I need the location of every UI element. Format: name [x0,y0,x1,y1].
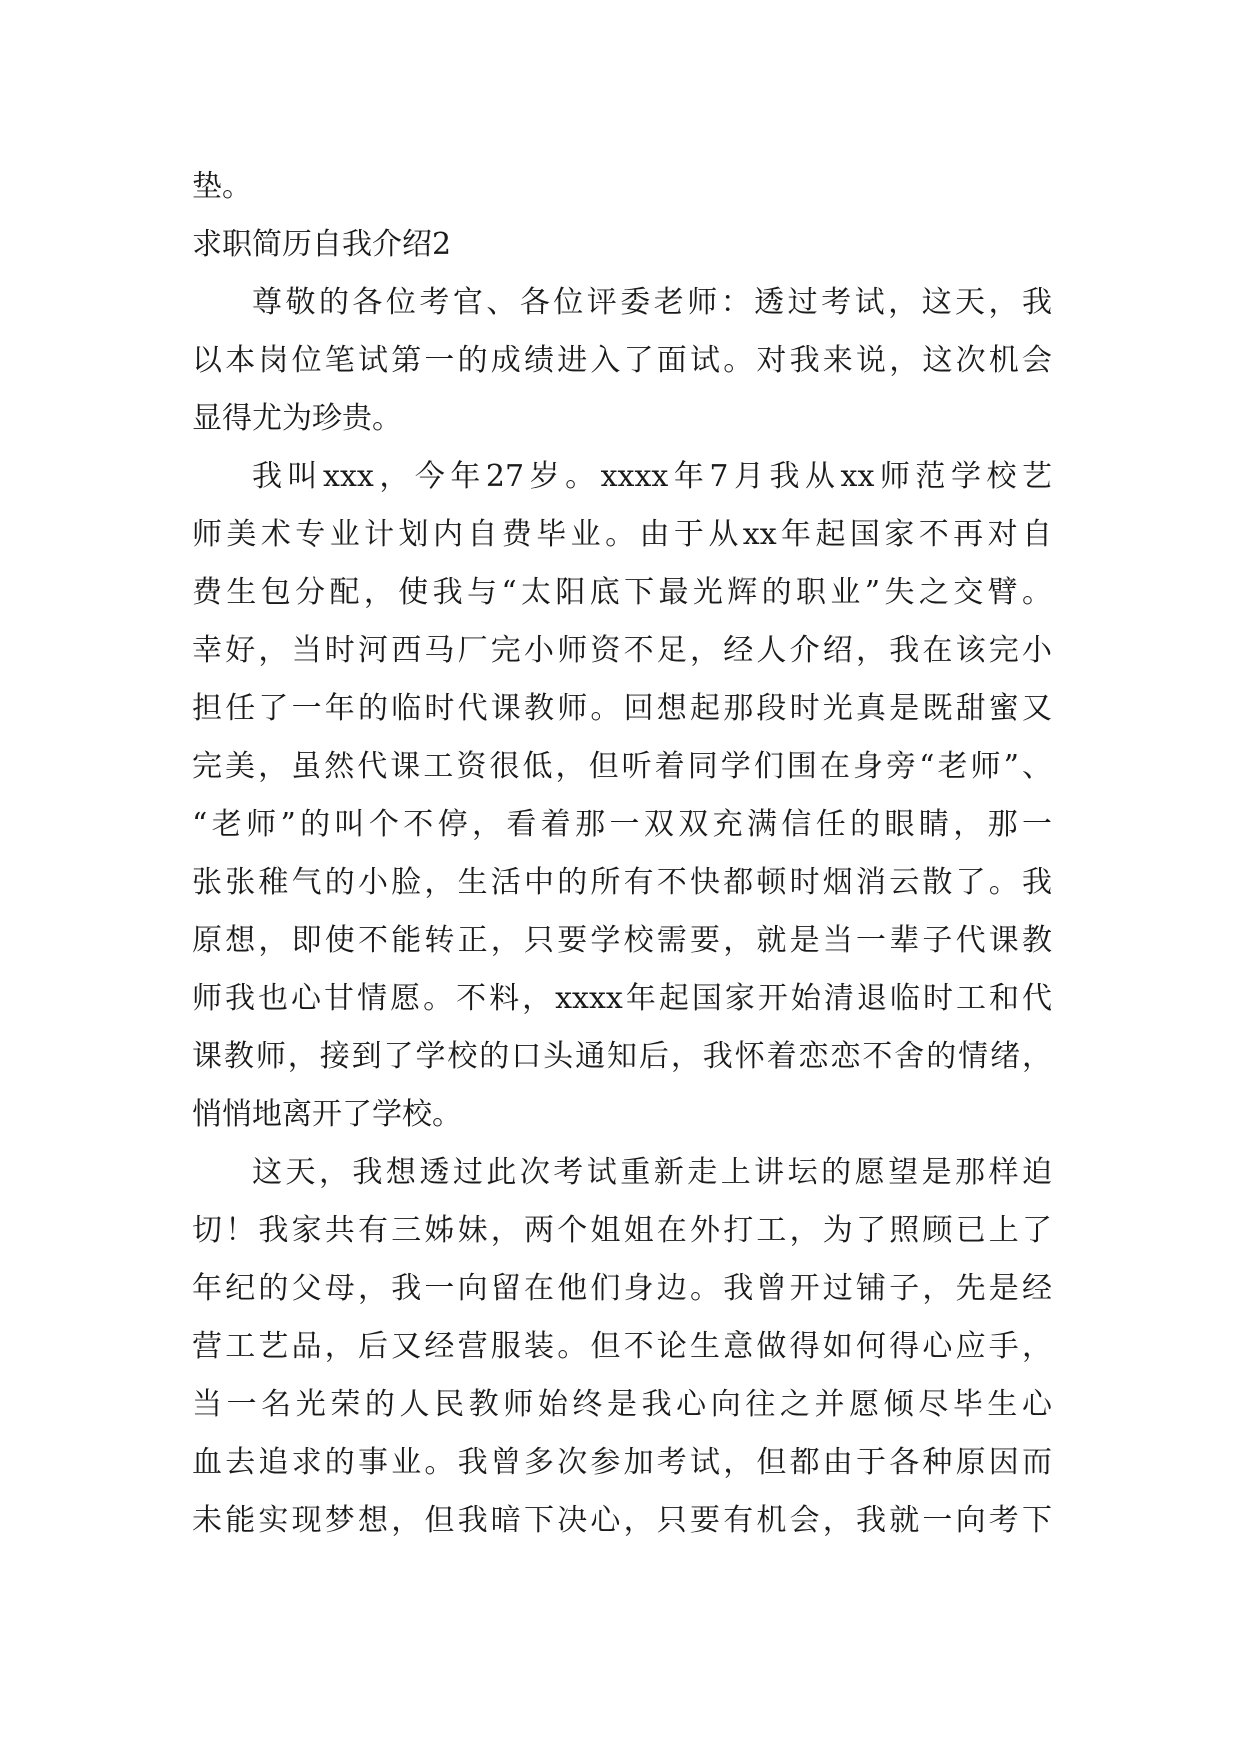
text-line: 完美，虽然代课工资很低，但听着同学们围在身旁“老师”、 [192,749,1052,784]
text-line: 这天，我想透过此次考试重新走上讲坛的愿望是那样迫 [252,1155,1052,1190]
text-line: 尊敬的各位考官、各位评委老师：透过考试，这天，我 [252,285,1052,320]
text-line: “老师”的叫个不停，看着那一双双充满信任的眼睛，那一 [192,807,1052,842]
text-line: 张张稚气的小脸，生活中的所有不快都顿时烟消云散了。我 [192,865,1052,900]
text-line: 悄悄地离开了学校。 [192,1097,462,1132]
text-line: 师我也心甘情愿。不料，xxxx年起国家开始清退临时工和代 [192,981,1052,1016]
document-body [192,158,1052,1550]
text-line: 以本岗位笔试第一的成绩进入了面试。对我来说，这次机会 [192,343,1052,378]
text-line: 我叫xxx，今年27岁。xxxx年7月我从xx师范学校艺 [252,459,1052,494]
text-line: 营工艺品，后又经营服装。但不论生意做得如何得心应手， [192,1329,1052,1364]
text-line: 血去追求的事业。我曾多次参加考试，但都由于各种原因而 [192,1445,1052,1480]
text-line: 未能实现梦想，但我暗下决心，只要有机会，我就一向考下 [192,1503,1052,1538]
text-line: 切！我家共有三姊妹，两个姐姐在外打工，为了照顾已上了 [192,1213,1052,1248]
text-line: 担任了一年的临时代课教师。回想起那段时光真是既甜蜜又 [192,691,1052,726]
section-heading: 求职简历自我介绍2 [192,227,452,262]
text-line: 课教师，接到了学校的口头通知后，我怀着恋恋不舍的情绪， [192,1039,1052,1074]
text-line: 师美术专业计划内自费毕业。由于从xx年起国家不再对自 [192,517,1052,552]
text-line: 垫。 [192,169,252,204]
text-line: 费生包分配，使我与“太阳底下最光辉的职业”失之交臂。 [192,575,1052,610]
text-line: 年纪的父母，我一向留在他们身边。我曾开过铺子，先是经 [192,1271,1052,1306]
text-line: 原想，即使不能转正，只要学校需要，就是当一辈子代课教 [192,923,1052,958]
text-line: 显得尤为珍贵。 [192,401,402,436]
text-line: 幸好，当时河西马厂完小师资不足，经人介绍，我在该完小 [192,633,1052,668]
text-line: 当一名光荣的人民教师始终是我心向往之并愿倾尽毕生心 [192,1387,1052,1422]
